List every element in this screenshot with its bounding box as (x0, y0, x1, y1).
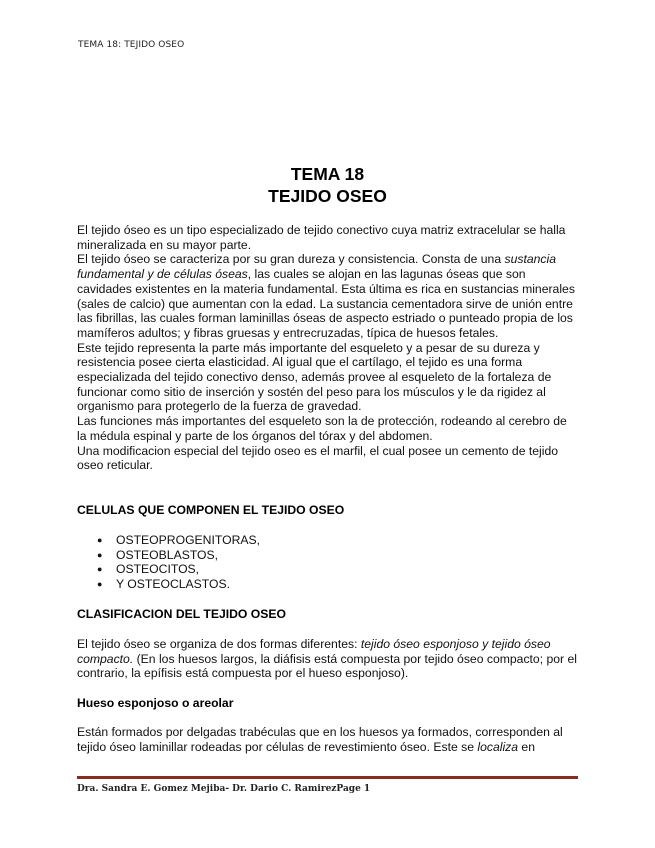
intro-p2-text-b: , las cuales se alojan en las lagunas óseas que son cavidades existentes en la materia fundamental. Esta última es rica en sustancias minerales (sales de calcio) que aumentan con la edad. La sustancia cementadora sirve de unión entre las fibrillas, las cuales forman laminillas óseas de aspecto estriado o punteado propia de los mamíferos adultos; y fibras gruesas y entrecruzadas, típica de huesos fetales. (77, 267, 575, 340)
title-line-1: TEMA 18 (290, 164, 365, 184)
classification-heading: CLASIFICACION DEL TEJIDO OSEO (77, 607, 287, 621)
intro-section (77, 223, 577, 473)
intro-paragraph-1: El tejido óseo es un tipo especializado de tejido conectivo cuya matriz extracelular se halla mineralizada en su mayor parte. (77, 223, 566, 252)
classification-text-a: El tejido óseo se organiza de dos formas diferentes: (77, 637, 361, 651)
intro-paragraph-4: Las funciones más importantes del esqueleto son la de protección, rodeando al cerebro de la médula espinal y parte de los órganos del tórax y del abdomen. (77, 414, 567, 443)
intro-p2-text-a: El tejido óseo se caracteriza por su gran dureza y consistencia. Consta de una (77, 252, 505, 267)
title-line-2: TEJIDO OSEO (268, 186, 387, 206)
intro-paragraph-5: Una modificacion especial del tejido oseo es el marfil, el cual posee un cemento de tejido oseo reticular. (77, 443, 559, 473)
classification-emphasis: tejido óseo esponjoso y tejido óseo compacto. (77, 637, 551, 666)
footer-authors: Dra. Sandra E. Gomez Mejiba- Dr. Dario C. RamirezPage 1 (77, 784, 371, 794)
document-title (0, 163, 655, 207)
spongy-emphasis: localiza (477, 739, 519, 754)
list-item: ● OSTEOPROGENITORAS, (97, 533, 260, 548)
list-item: ● OSTEOCITOS, (97, 562, 260, 577)
footer-divider (77, 776, 578, 779)
spongy-text-a: Están formados por delgadas trabéculas que en los huesos ya formados, corresponden al tejido óseo laminillar rodeadas por células de revestimiento óseo. Este se (77, 725, 563, 754)
cells-heading: CELULAS QUE COMPONEN EL TEJIDO OSEO (77, 503, 345, 517)
running-header: TEMA 18: TEJIDO OSEO (78, 40, 185, 50)
spongy-bone-paragraph (77, 725, 577, 754)
intro-paragraph-2 (77, 252, 577, 340)
spongy-bone-heading: Hueso esponjoso o areolar (77, 696, 234, 710)
cells-list (97, 533, 260, 592)
intro-p2-emphasis: sustancia fundamental y de células óseas (77, 252, 556, 282)
classification-text-b: (En los huesos largos, la diáfisis está compuesta por tejido óseo compacto; por el contrario, la epífisis está compuesta por el hueso esponjoso). (77, 651, 577, 681)
spongy-text-b: en (518, 739, 535, 754)
classification-paragraph (77, 637, 577, 681)
list-item: ● OSTEOBLASTOS, (97, 548, 260, 563)
spongy-text (77, 725, 577, 754)
classification-text (77, 637, 577, 681)
list-item: ● Y OSTEOCLASTOS. (97, 577, 260, 592)
intro-paragraph-3: Este tejido representa la parte más importante del esqueleto y a pesar de su dureza y resistencia posee cierta elasticidad. Al igual que el cartílago, el tejido es una forma especializada del tejido conectivo denso, además provee al esqueleto de la fortaleza de funcionar como sitio de inserción y sostén del peso para los músculos y le da rigidez al organismo para protegerlo de la fuerza de gravedad. (77, 340, 552, 414)
